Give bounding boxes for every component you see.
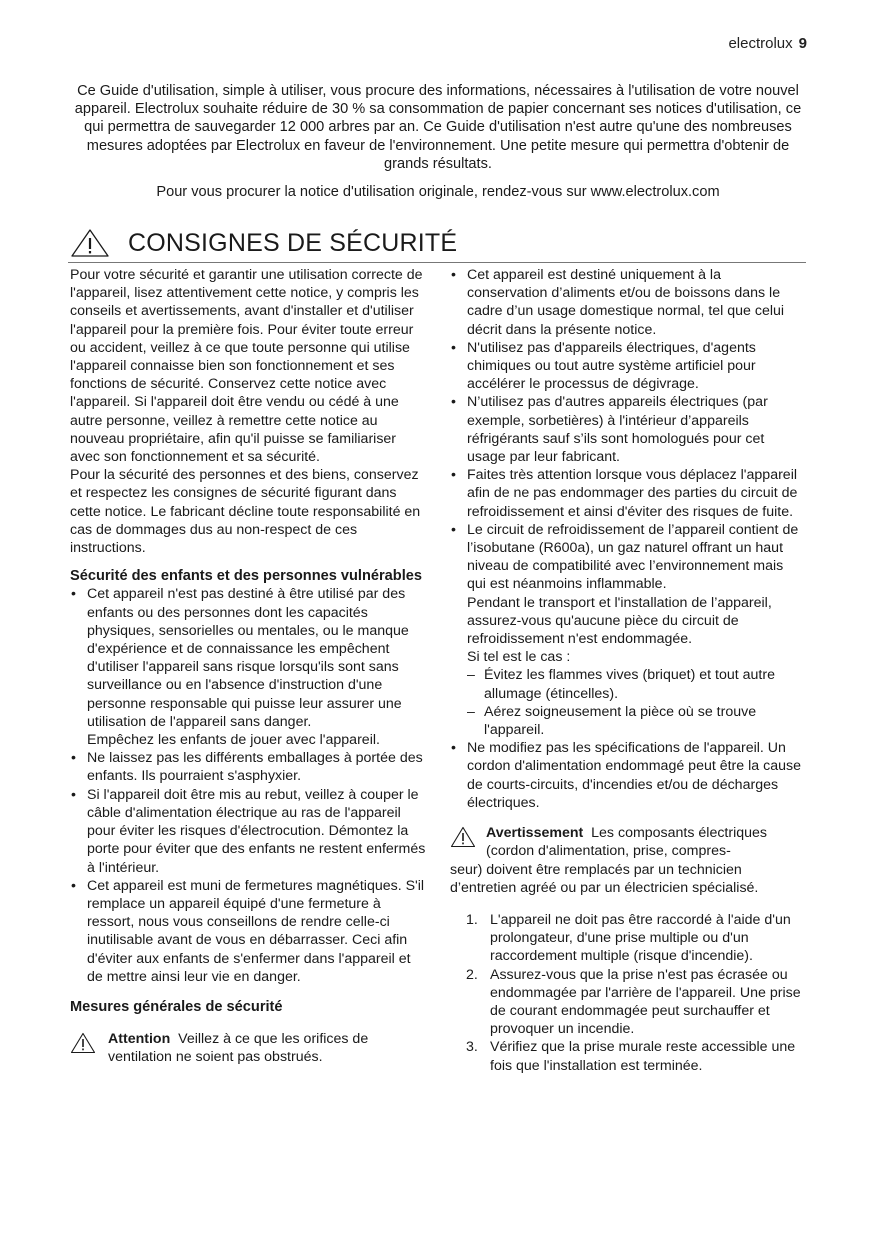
numbered-item (450, 911, 802, 966)
dash-item: – Aérez soigneusement la pièce où se trouve l'appareil. (467, 703, 802, 739)
list-item: • Cet appareil est muni de fermetures magnétiques. S'il remplace un appareil équipé d'une fermeture à ressort, nous vous conseillons de rendre celle-ci inutilisable avant de vous en débarrasser. Ceci afin d'éviter aux enfants de s'enfermer dans l'appareil et de mettre ainsi leur vie en danger. (70, 877, 426, 986)
list-item: • Cet appareil est destiné uniquement à la conservation d’aliments et/ou de boissons dans le cadre d’un usage domestique normal, tel que celui décrit dans la présente notice. (450, 266, 802, 339)
right-column (450, 266, 802, 1075)
warning-label: Avertissement (486, 825, 584, 842)
left-column (70, 266, 426, 1067)
warning-triangle-icon (68, 228, 112, 258)
children-safety-list (70, 585, 426, 985)
intro-paragraph: Ce Guide d'utilisation, simple à utiliser, vous procure des informations, nécessaires à l'utilisation de votre nouvel appareil. Electrolux souhaite réduire de 30 % sa consommation de papier concernant ses notices d'utilisation, ce qui permettra de sauvegarder 12 000 arbres par an. Ce Guide d'utilisation n'est autre qu'une des nombreuses mesures adoptées par Electrolux en faveur de l'environnement. Une petite mesure qui permettra d'obtenir de grands résultats. (74, 83, 802, 172)
list-item (450, 521, 802, 739)
warning-note (450, 824, 802, 897)
list-item (70, 585, 426, 749)
attention-label: Attention (108, 1031, 171, 1048)
intro-block (68, 82, 808, 201)
list-item-extra: Empêchez les enfants de jouer avec l'appareil. (87, 732, 380, 749)
dash-list (467, 666, 802, 739)
list-item: • N'utilisez pas d'appareils électriques, d'agents chimiques ou tout autre système artificiel pour accélérer le processus de dégivrage. (450, 339, 802, 394)
section-title: CONSIGNES DE SÉCURITÉ (128, 229, 458, 257)
safety-responsibility-paragraph: Pour la sécurité des personnes et des biens, conservez et respectez les consignes de sécurité figurant dans cette notice. Le fabricant décline toute responsabilité en cas de dommages dus au non-respect de ces instructions. (70, 467, 421, 557)
warning-triangle-icon (70, 1032, 96, 1054)
item-number: 2. (466, 966, 478, 983)
list-item: • Si l'appareil doit être mis au rebut, veillez à couper le câble d'alimentation électrique au ras de l'appareil pour éviter les risques d'électrocution. Démontez la porte pour éviter que des enfants ne restent enfermés à l'intérieur. (70, 786, 426, 877)
transport-text: Pendant le transport et l'installation de l’appareil, assurez-vous qu'aucune pièce du circuit de refroidissement n'est endommagée. (467, 594, 772, 648)
children-safety-heading: Sécurité des enfants et des personnes vulnérables (70, 568, 423, 585)
general-safety-heading: Mesures générales de sécurité (70, 998, 283, 1015)
warning-text-rest: seur) doivent être remplacés par un technicien d’entretien agréé ou par un électricien spécialisé. (450, 861, 759, 896)
numbered-list (450, 911, 802, 1075)
list-item: • Ne laissez pas les différents emballages à portée des enfants. Ils pourraient s'asphyxier. (70, 749, 426, 785)
item-number: 3. (466, 1039, 478, 1056)
safety-intro-paragraph: Pour votre sécurité et garantir une utilisation correcte de l'appareil, lisez attentivement cette notice, y compris les conseils et avertissements, avant d'installer et d'utiliser l'appareil pour la première fois. Pour éviter toute erreur ou accident, veillez à ce que toute personne qui utilise l'appareil connaisse bien son fonctionnement et ses fonctions de sécurité. Conservez cette notice avec l'appareil. Si l'appareil doit être vendu ou cédé à une autre personne, veillez à remettre cette notice au nouveau propriétaire, afin qu'il puisse se familiariser avec son fonctionnement et sa sécurité. (70, 267, 423, 466)
list-item: • N’utilisez pas d'autres appareils électriques (par exemple, sorbetières) à l'intérieur d’appareils réfrigérants sauf s’ils sont homologués pour cet usage par leur fabricant. (450, 393, 802, 466)
list-item-text: Cet appareil n'est pas destiné à être utilisé par des enfants ou des personnes dont les capacités physiques, sensorielles ou mentales, ou le manque d'expérience et de connaissance les empêchent d'utiliser l'appareil sans risque lorsqu'ils sont sans surveillance ou en l'absence d'instruction d'une personne responsable qui puisse leur assurer une utilisation de l'appareil sans danger. (87, 586, 409, 730)
website-line: Pour vous procurer la notice d'utilisation originale, rendez-vous sur www.electrolux.com (156, 184, 720, 201)
page-header (728, 34, 807, 54)
list-item: • Ne modifiez pas les spécifications de l'appareil. Un cordon d'alimentation endommagé peut être la cause de courts-circuits, d'incendies et/ou de décharges électriques. (450, 739, 802, 812)
warning-triangle-icon (450, 826, 476, 848)
item-text: Vérifiez que la prise murale reste accessible une fois que l'installation est terminée. (490, 1039, 796, 1074)
item-number: 1. (466, 911, 478, 928)
warning-text-first: Les composants électriques (cordon d'alimentation, prise, compres- (486, 825, 768, 860)
list-item: • Faites très attention lorsque vous déplacez l'appareil afin de ne pas endommager des parties du circuit de refroidissement et ainsi d'éviter des risques de fuite. (450, 466, 802, 521)
item-text: L'appareil ne doit pas être raccordé à l'aide d'un prolongateur, d'une prise multiple ou d'un raccordement multiple (risque d'incendie). (490, 911, 791, 965)
if-case-text: Si tel est le cas : (467, 649, 571, 666)
attention-note (70, 1030, 426, 1066)
dash-item: – Évitez les flammes vives (briquet) et tout autre allumage (étincelles). (467, 666, 802, 702)
list-item-text: Le circuit de refroidissement de l’appareil contient de l’isobutane (R600a), un gaz naturel offrant un haut niveau de compatibilité avec l’environnement mais qui est néanmoins inflammable. (467, 521, 799, 593)
numbered-item (450, 1038, 802, 1074)
brand-name: electrolux (728, 35, 793, 52)
general-safety-list (450, 266, 802, 812)
section-heading (68, 226, 806, 263)
item-text: Assurez-vous que la prise n'est pas écrasée ou endommagée par l'arrière de l'appareil. Une prise de courant endommagée peut surchauffer et provoquer un incendie. (490, 966, 801, 1038)
numbered-item (450, 966, 802, 1039)
page-number: 9 (798, 35, 807, 52)
attention-text: Veillez à ce que les orifices de ventilation ne soient pas obstrués. (108, 1031, 369, 1066)
